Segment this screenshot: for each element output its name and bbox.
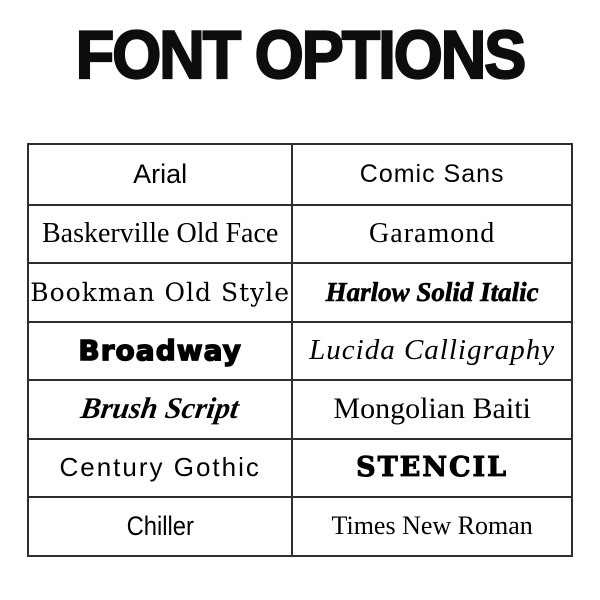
font-cell-mongolian-baiti [291, 379, 571, 438]
font-sample-label: Bookman Old Style [30, 277, 291, 307]
font-cell-lucida-calligraphy [291, 321, 571, 380]
font-cell-times-new-roman [291, 496, 571, 555]
font-cell-brush-script [29, 379, 291, 438]
font-sample-label: STENCIL [356, 452, 509, 484]
font-cell-garamond [291, 204, 571, 263]
font-sample-label: Broadway [78, 334, 242, 368]
font-sample-label: Baskerville Old Face [41, 217, 279, 249]
font-cell-harlow-solid-italic [291, 262, 571, 321]
font-options-table [27, 143, 573, 557]
font-cell-bookman-old-style [29, 262, 291, 321]
font-sample-label: Lucida Calligraphy [309, 334, 556, 367]
font-sample-label: Comic Sans [359, 159, 505, 188]
font-sample-label: Brush Script [79, 392, 242, 426]
font-cell-stencil [291, 438, 571, 497]
font-sample-label: Harlow Solid Italic [325, 276, 539, 307]
font-sample-label: Times New Roman [331, 511, 533, 541]
font-cell-chiller [29, 496, 291, 555]
font-sample-label: Mongolian Baiti [333, 392, 531, 426]
page-title: FONT OPTIONS [75, 17, 525, 94]
font-sample-label: Century Gothic [59, 452, 261, 483]
font-sample-label: Arial [133, 158, 188, 189]
font-sample-label: Garamond [369, 217, 496, 249]
font-cell-comic-sans [291, 145, 571, 204]
font-cell-arial [29, 145, 291, 204]
font-cell-century-gothic [29, 438, 291, 497]
font-sample-label: Chiller [126, 510, 194, 541]
font-cell-broadway [29, 321, 291, 380]
font-cell-baskerville-old-face [29, 204, 291, 263]
